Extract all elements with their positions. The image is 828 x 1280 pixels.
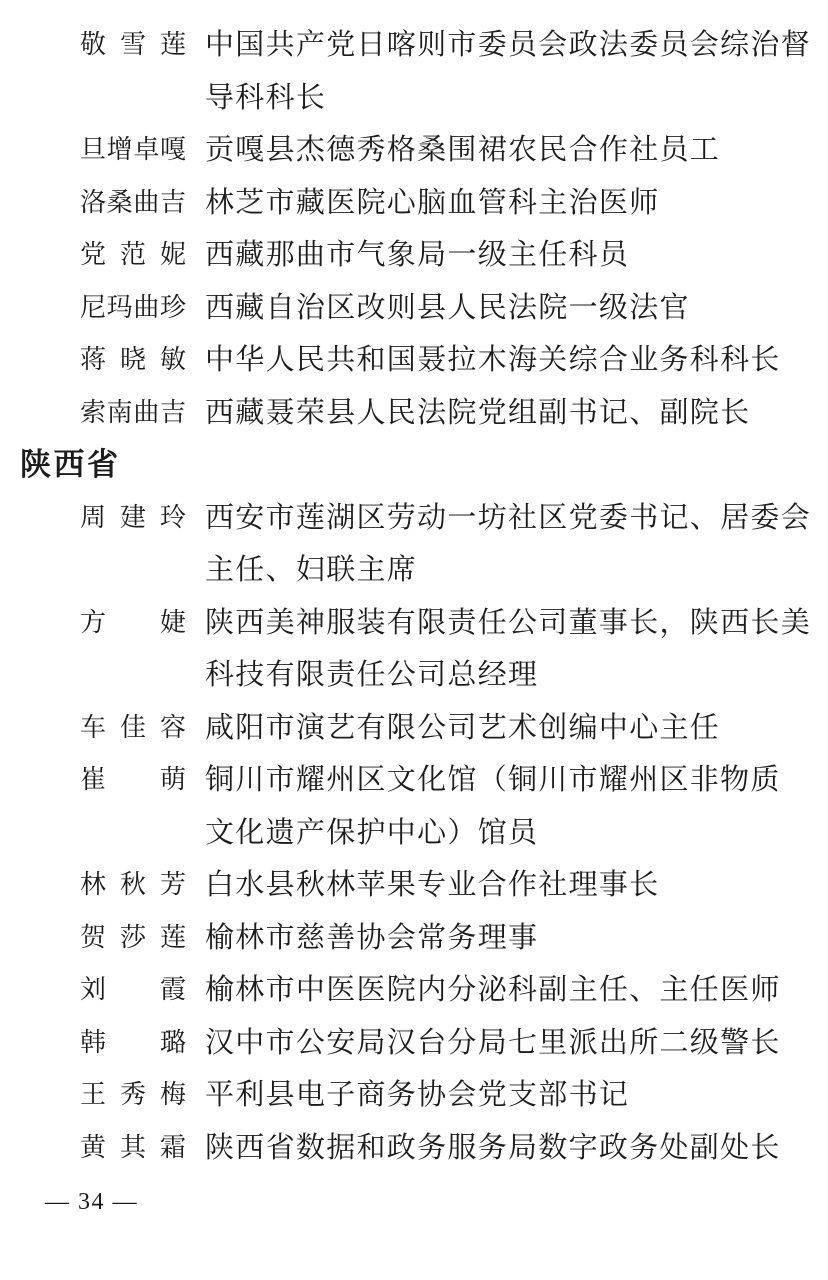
person-title xyxy=(205,912,819,965)
person-name: 方婕 xyxy=(80,607,186,637)
person-title-line: 陕西省数据和政务服务局数字政务处副处长 xyxy=(205,1131,781,1164)
person-name: 崔萌 xyxy=(80,765,186,794)
roster-row xyxy=(0,124,828,177)
person-title-line: 西安市莲湖区劳动一坊社区党委书记、居委会 xyxy=(205,501,812,534)
person-name: 敬雪莲 xyxy=(80,30,186,59)
roster-row xyxy=(0,754,828,859)
person-name: 洛桑曲吉 xyxy=(80,187,186,217)
person-name: 贺莎莲 xyxy=(80,922,186,952)
person-title-line: 导科科长 xyxy=(205,81,327,114)
person-name: 党范妮 xyxy=(80,240,186,269)
roster-row xyxy=(0,859,828,912)
roster-row xyxy=(0,387,828,440)
person-title-line: 西藏那曲市气象局一级主任科员 xyxy=(205,239,630,271)
roster-row xyxy=(0,282,828,335)
person-name: 周建玲 xyxy=(80,502,186,532)
person-title xyxy=(205,334,819,387)
roster-row xyxy=(0,964,828,1017)
person-name: 尼玛曲珍 xyxy=(80,292,186,322)
person-name: 韩璐 xyxy=(80,1027,186,1057)
person-title-line: 主任、妇联主席 xyxy=(205,554,418,586)
person-title xyxy=(205,124,819,177)
person-title-line: 白水县秋林苹果专业合作社理事长 xyxy=(205,869,660,901)
page-number: — 34 — xyxy=(45,1189,138,1215)
roster-row xyxy=(0,1069,828,1122)
person-title xyxy=(205,1122,819,1175)
person-title xyxy=(205,859,819,912)
person-title-line: 铜川市耀州区文化馆（铜川市耀州区非物质 xyxy=(205,764,781,796)
person-title xyxy=(205,702,819,755)
roster-row xyxy=(0,177,828,230)
roster-row xyxy=(0,597,828,702)
roster-row xyxy=(0,492,828,597)
person-title-line: 林芝市藏医院心脑血管科主治医师 xyxy=(205,186,660,219)
roster-row xyxy=(0,1122,828,1175)
person-title-line: 中国共产党日喀则市委员会政法委员会综治督 xyxy=(205,29,812,61)
person-title xyxy=(205,229,819,282)
person-title-line: 科技有限责任公司总经理 xyxy=(205,659,539,691)
person-title-line: 中华人民共和国聂拉木海关综合业务科科长 xyxy=(205,344,781,376)
person-title-line: 汉中市公安局汉台分局七里派出所二级警长 xyxy=(205,1026,781,1059)
person-name: 王秀梅 xyxy=(80,1080,186,1109)
page-footer xyxy=(0,1176,828,1229)
roster-row xyxy=(0,19,828,124)
roster-row xyxy=(0,912,828,965)
person-title xyxy=(205,1069,819,1122)
roster-row xyxy=(0,1017,828,1070)
person-title-line: 榆林市中医医院内分泌科副主任、主任医师 xyxy=(205,974,781,1006)
person-title xyxy=(205,177,819,230)
person-title-line: 咸阳市演艺有限公司艺术创编中心主任 xyxy=(205,711,721,744)
person-title xyxy=(205,387,819,440)
roster-row xyxy=(0,334,828,387)
person-title xyxy=(205,19,819,124)
person-name: 刘霞 xyxy=(80,975,186,1004)
roster-row xyxy=(0,229,828,282)
person-title xyxy=(205,754,819,859)
person-title-line: 平利县电子商务协会党支部书记 xyxy=(205,1079,630,1111)
person-name: 车佳容 xyxy=(80,712,186,742)
person-name: 林秋芳 xyxy=(80,870,186,899)
person-title-line: 陕西美神服装有限责任公司董事长，陕西长美 xyxy=(205,606,812,639)
roster-row xyxy=(0,702,828,755)
person-title xyxy=(205,1017,819,1070)
section-header: 陕西省 xyxy=(20,447,121,482)
person-title xyxy=(205,964,819,1017)
person-name: 索南曲吉 xyxy=(80,397,186,427)
person-name: 蒋晓敏 xyxy=(80,345,186,374)
person-title-line: 西藏聂荣县人民法院党组副书记、副院长 xyxy=(205,396,751,429)
person-title xyxy=(205,492,819,597)
person-name: 旦增卓嘎 xyxy=(80,135,186,164)
person-title-line: 文化遗产保护中心）馆员 xyxy=(205,816,539,849)
person-title-line: 贡嘎县杰德秀格桑围裙农民合作社员工 xyxy=(205,134,721,166)
person-title xyxy=(205,597,819,702)
person-title-line: 西藏自治区改则县人民法院一级法官 xyxy=(205,291,690,324)
person-title-line: 榆林市慈善协会常务理事 xyxy=(205,921,539,954)
person-name: 黄其霜 xyxy=(80,1132,186,1162)
person-title xyxy=(205,282,819,335)
